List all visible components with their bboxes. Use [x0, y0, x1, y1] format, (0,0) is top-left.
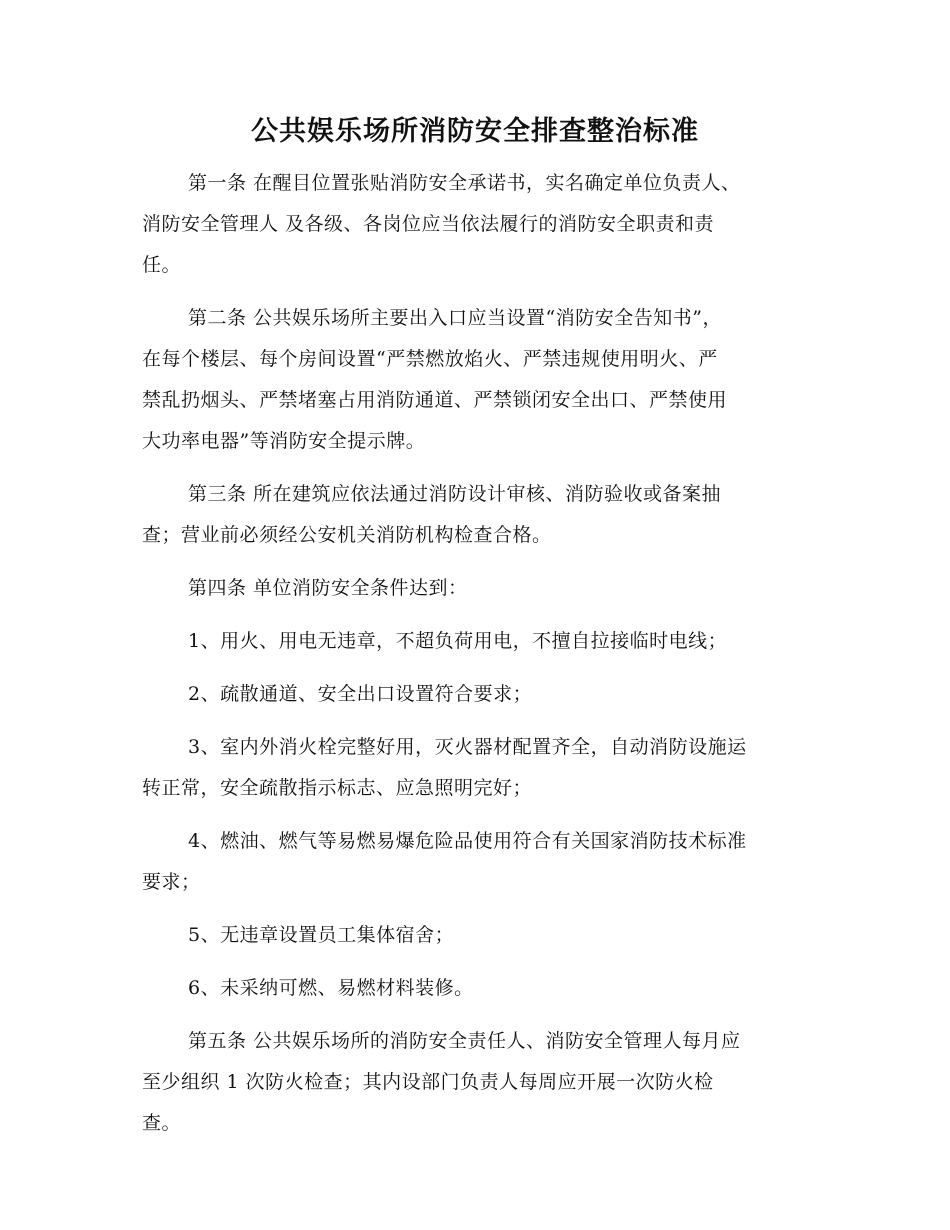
paragraph-line: 消防安全管理人 及各级、各岗位应当依法履行的消防安全职责和责	[142, 213, 715, 235]
list-item-1	[142, 621, 822, 662]
paragraph-line: 第一条 在醒目位置张贴消防安全承诺书，实名确定单位负责人、	[188, 172, 741, 194]
paragraph-line: 第四条 单位消防安全条件达到：	[188, 577, 468, 599]
article-2-paragraph	[142, 298, 822, 462]
paragraph-line: 第三条 所在建筑应依法通过消防设计审核、消防验收或备案抽	[188, 483, 722, 505]
article-5-paragraph	[142, 1021, 822, 1144]
paragraph-line: 第五条 公共娱乐场所的消防安全责任人、消防安全管理人每月应	[188, 1030, 741, 1052]
article-3-paragraph	[142, 474, 822, 556]
paragraph-line: 至少组织 1 次防火检查；其内设部门负责人每周应开展一次防火检	[142, 1071, 714, 1093]
paragraph-line: 转正常，安全疏散指示标志、应急照明完好；	[142, 777, 533, 799]
paragraph-line: 任。	[142, 254, 182, 276]
paragraph-line: 查。	[142, 1112, 182, 1134]
list-item-2	[142, 674, 822, 715]
paragraph-line: 大功率电器”等消防安全提示牌。	[142, 430, 426, 452]
paragraph-line: 6、未采纳可燃、易燃材料装修。	[188, 977, 474, 999]
article-1-paragraph	[142, 163, 822, 286]
list-item-5	[142, 915, 822, 956]
list-item-4	[142, 821, 822, 903]
paragraph-line: 禁乱扔烟头、严禁堵塞占用消防通道、严禁锁闭安全出口、严禁使用	[142, 389, 728, 411]
list-item-3	[142, 727, 822, 809]
paragraph-line: 要求；	[142, 871, 201, 893]
paragraph-line: 查；营业前必须经公安机关消防机构检查合格。	[142, 524, 552, 546]
document-body	[142, 163, 822, 1144]
paragraph-line: 4、燃油、燃气等易燃易爆危险品使用符合有关国家消防技术标准	[188, 830, 747, 852]
paragraph-line: 在每个楼层、每个房间设置“严禁燃放焰火、严禁违规使用明火、严	[142, 348, 718, 370]
paragraph-line: 1、用火、用电无违章，不超负荷用电，不擅自拉接临时电线；	[188, 630, 728, 652]
list-item-6	[142, 968, 822, 1009]
paragraph-line: 2、疏散通道、安全出口设置符合要求；	[188, 683, 533, 705]
document-title: 公共娱乐场所消防安全排查整治标准	[251, 116, 699, 147]
paragraph-line: 5、无违章设置员工集体宿舍；	[188, 924, 455, 946]
paragraph-line: 第二条 公共娱乐场所主要出入口应当设置“消防安全告知书”，	[188, 307, 722, 329]
article-4-paragraph	[142, 568, 822, 609]
paragraph-line: 3、室内外消火栓完整好用，灭火器材配置齐全，自动消防设施运	[188, 736, 747, 758]
